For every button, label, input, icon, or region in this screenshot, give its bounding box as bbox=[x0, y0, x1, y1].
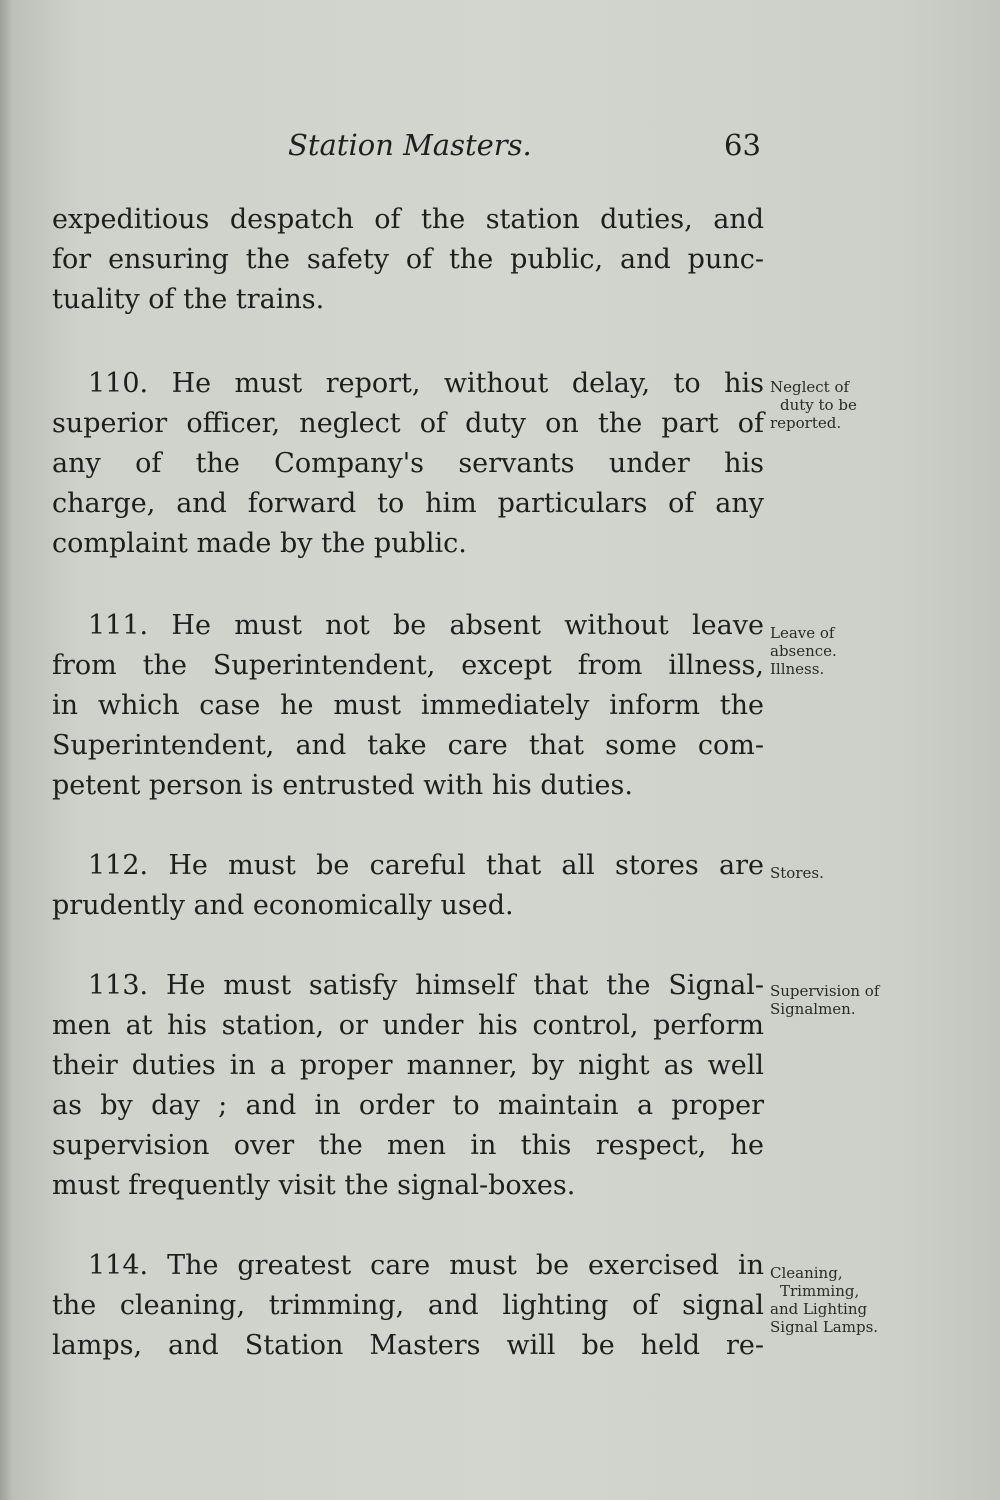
text-line: complaint made by the public. bbox=[52, 528, 467, 559]
margin-note-supervision bbox=[770, 982, 960, 1018]
text-line: petent person is entrusted with his duties. bbox=[52, 770, 633, 801]
paragraph-rule-113 bbox=[52, 966, 764, 1206]
paragraph-rule-111 bbox=[52, 606, 764, 806]
note-line: Leave of bbox=[770, 624, 835, 642]
margin-note-leave bbox=[770, 624, 960, 678]
text-line: tuality of the trains. bbox=[52, 284, 325, 315]
text-line: from the Superintendent, except from illness, bbox=[52, 650, 764, 681]
text-line: men at his station, or under his control, perform bbox=[52, 1010, 764, 1041]
text-line: superior officer, neglect of duty on the part of bbox=[52, 408, 764, 439]
text-line: charge, and forward to him particulars of any bbox=[52, 488, 764, 519]
text-line: supervision over the men in this respect, he bbox=[52, 1130, 764, 1161]
text-line: 112. He must be careful that all stores are bbox=[88, 850, 764, 881]
text-line: the cleaning, trimming, and lighting of signal bbox=[52, 1290, 764, 1321]
text-line: Superintendent, and take care that some com- bbox=[52, 730, 764, 761]
note-line: reported. bbox=[770, 414, 842, 432]
text-line: lamps, and Station Masters will be held re- bbox=[52, 1330, 764, 1361]
note-line: Illness. bbox=[770, 660, 825, 678]
note-line: Signal Lamps. bbox=[770, 1318, 879, 1336]
note-line: Stores. bbox=[770, 864, 824, 882]
paragraph-rule-110 bbox=[52, 364, 764, 564]
paragraph-rule-112 bbox=[52, 846, 764, 926]
text-line: expeditious despatch of the station duties, and bbox=[52, 204, 764, 235]
text-line: 110. He must report, without delay, to his bbox=[88, 368, 764, 399]
page-binding-edge bbox=[0, 0, 14, 1500]
margin-note-lamps bbox=[770, 1264, 960, 1336]
note-line: Cleaning, bbox=[770, 1264, 843, 1282]
note-line: Supervision of bbox=[770, 982, 880, 1000]
text-line: in which case he must immediately inform the bbox=[52, 690, 764, 721]
text-line: prudently and economically used. bbox=[52, 890, 514, 921]
text-line: for ensuring the safety of the public, and punc- bbox=[52, 244, 764, 275]
note-line: Neglect of bbox=[770, 378, 850, 396]
margin-note-stores bbox=[770, 864, 960, 882]
text-line: must frequently visit the signal-boxes. bbox=[52, 1170, 576, 1201]
note-line: duty to be bbox=[780, 396, 857, 414]
note-line: absence. bbox=[770, 642, 837, 660]
text-line: any of the Company's servants under his bbox=[52, 448, 764, 479]
page-number: 63 bbox=[724, 128, 761, 162]
running-title: Station Masters. bbox=[288, 128, 532, 162]
text-line: their duties in a proper manner, by night as well bbox=[52, 1050, 764, 1081]
text-line: 113. He must satisfy himself that the Signal- bbox=[88, 970, 764, 1001]
margin-note-neglect bbox=[770, 378, 960, 432]
paragraph-rule-114 bbox=[52, 1246, 764, 1366]
note-line: and Lighting bbox=[770, 1300, 868, 1318]
page-header bbox=[0, 128, 1000, 168]
note-line: Signalmen. bbox=[770, 1000, 856, 1018]
text-line: as by day ; and in order to maintain a proper bbox=[52, 1090, 764, 1121]
paragraph-continuation bbox=[52, 200, 764, 320]
note-line: Trimming, bbox=[780, 1282, 860, 1300]
text-line: 111. He must not be absent without leave bbox=[88, 610, 764, 641]
text-line: 114. The greatest care must be exercised in bbox=[88, 1250, 764, 1281]
